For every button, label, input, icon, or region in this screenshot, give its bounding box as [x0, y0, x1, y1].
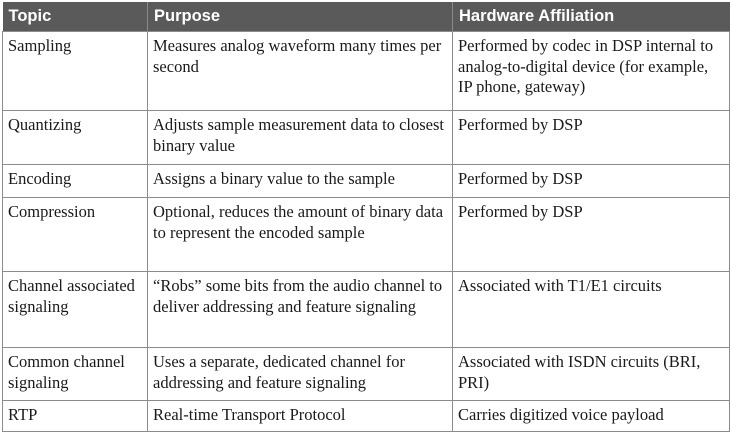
table-row [3, 198, 730, 272]
cell-topic: Common channel signaling [3, 348, 148, 401]
cell-topic: Encoding [3, 165, 148, 198]
data-table [2, 2, 730, 432]
table-header [3, 2, 730, 32]
cell-hardware: Associated with ISDN circuits (BRI, PRI) [453, 348, 730, 401]
table-row [3, 32, 730, 111]
cell-purpose: “Robs” some bits from the audio channel to deliver addressing and feature signaling [148, 272, 453, 348]
table-row [3, 165, 730, 198]
cell-topic: Channel associated signaling [3, 272, 148, 348]
cell-hardware: Associated with T1/E1 circuits [453, 272, 730, 348]
cell-purpose: Measures analog waveform many times per second [148, 32, 453, 111]
header-purpose: Purpose [148, 2, 453, 32]
header-hardware-affiliation: Hardware Affiliation [453, 2, 730, 32]
table-row [3, 401, 730, 432]
cell-purpose: Uses a separate, dedicated channel for addressing and feature signaling [148, 348, 453, 401]
cell-topic: Sampling [3, 32, 148, 111]
cell-purpose: Optional, reduces the amount of binary data to represent the encoded sample [148, 198, 453, 272]
cell-hardware: Performed by codec in DSP internal to analog-to-digital device (for example, IP phone, gateway) [453, 32, 730, 111]
table-body [3, 32, 730, 432]
header-row [3, 2, 730, 32]
cell-purpose: Assigns a binary value to the sample [148, 165, 453, 198]
header-topic: Topic [3, 2, 148, 32]
cell-hardware: Performed by DSP [453, 198, 730, 272]
cell-purpose: Real-time Transport Protocol [148, 401, 453, 432]
cell-topic: Quantizing [3, 111, 148, 165]
cell-purpose: Adjusts sample measurement data to closest binary value [148, 111, 453, 165]
cell-topic: RTP [3, 401, 148, 432]
voice-digitization-table [2, 2, 729, 432]
table-row [3, 111, 730, 165]
table-row [3, 272, 730, 348]
cell-topic: Compression [3, 198, 148, 272]
cell-hardware: Performed by DSP [453, 165, 730, 198]
cell-hardware: Carries digitized voice payload [453, 401, 730, 432]
table-row [3, 348, 730, 401]
cell-hardware: Performed by DSP [453, 111, 730, 165]
